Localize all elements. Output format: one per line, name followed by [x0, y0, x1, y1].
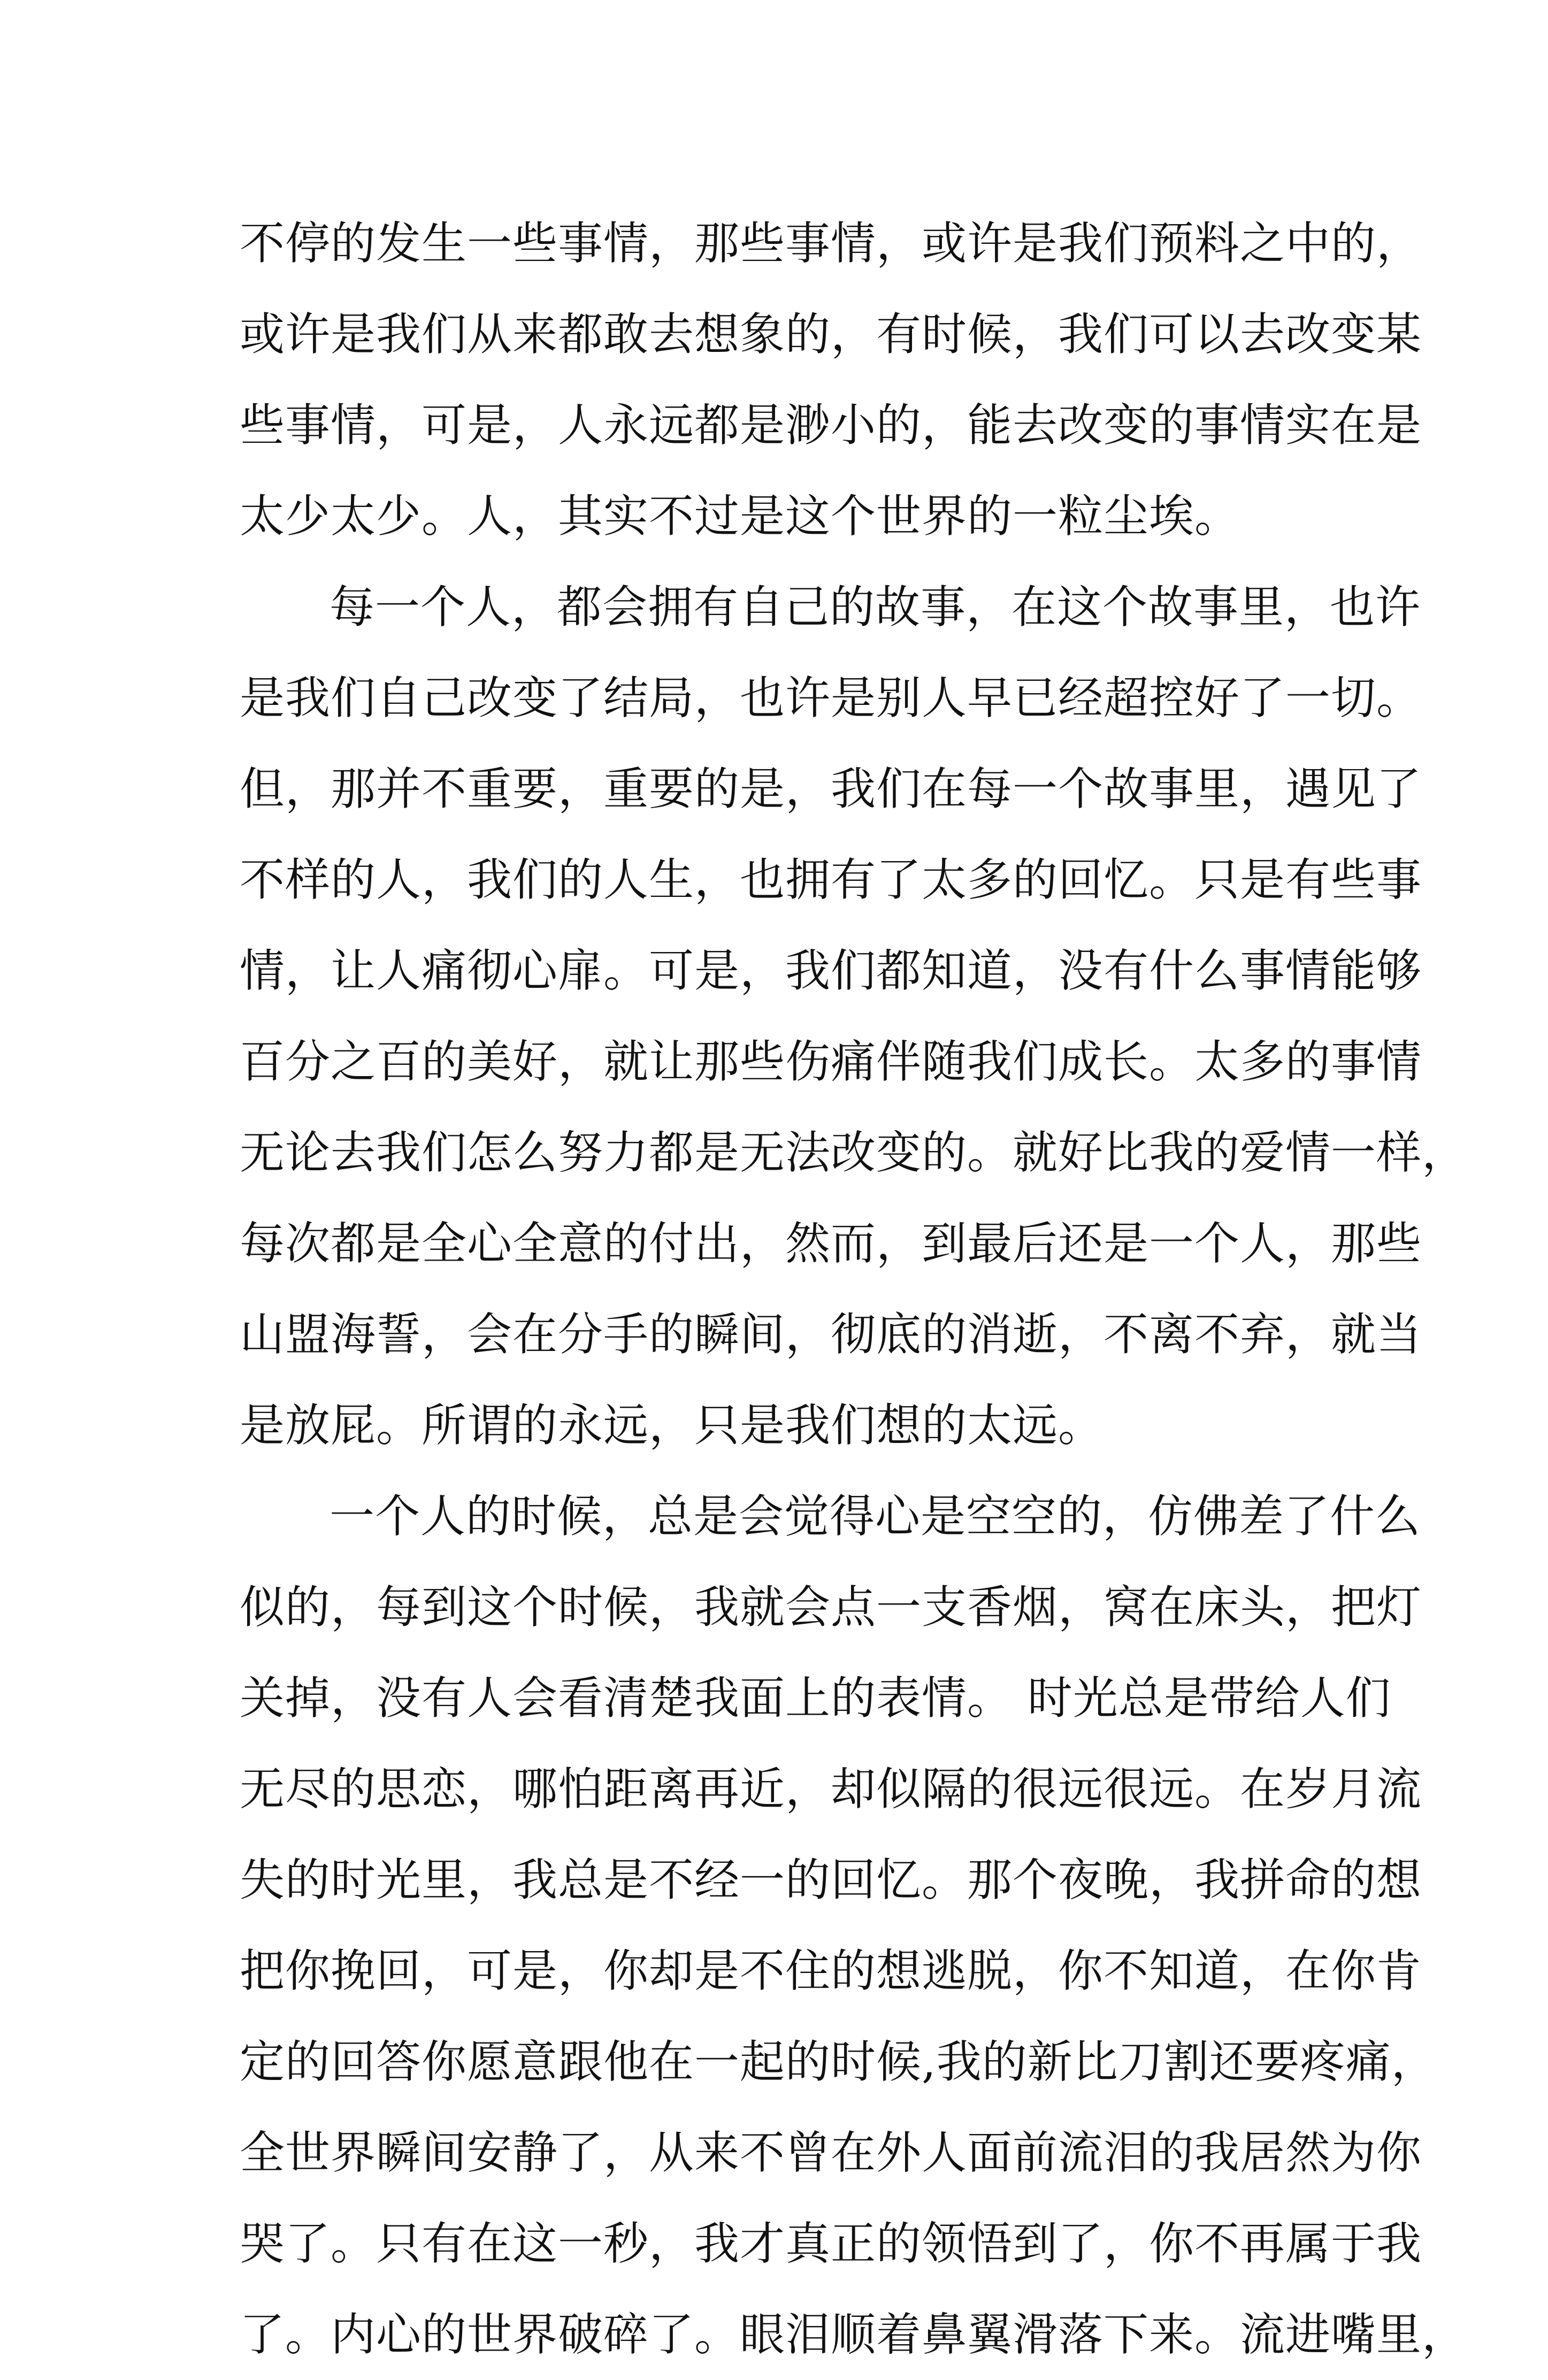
text-line: 每次都是全心全意的付出，然而，到最后还是一个人，那些: [240, 1217, 1422, 1270]
text-line: 哭了。只有在这一秒，我才真正的领悟到了，你不再属于我: [240, 2217, 1422, 2270]
text-line: 无论去我们怎么努力都是无法改变的。就好比我的爱情一样，: [240, 1126, 1468, 1179]
text-line: 是我们自己改变了结局，也许是别人早已经超控好了一切。: [240, 672, 1422, 724]
text-line: 失的时光里，我总是不经一的回忆。那个夜晚，我拼命的想: [240, 1854, 1422, 1906]
paragraph-start-line: 每一个人，都会拥有自己的故事，在这个故事里，也许: [329, 581, 1421, 633]
text-line: 似的，每到这个时候，我就会点一支香烟，窝在床头，把灯: [240, 1581, 1422, 1633]
text-line: 情，让人痛彻心扉。可是，我们都知道，没有什么事情能够: [240, 945, 1422, 997]
body-text: [240, 198, 1468, 2380]
text-line: 不样的人，我们的人生，也拥有了太多的回忆。只是有些事: [240, 854, 1422, 906]
text-line: 或许是我们从来都敢去想象的，有时候，我们可以去改变某: [240, 308, 1422, 360]
text-line: 关掉，没有人会看清楚我面上的表情。 时光总是带给人们: [240, 1672, 1391, 1724]
text-line: 山盟海誓，会在分手的瞬间，彻底的消逝，不离不弃，就当: [240, 1308, 1422, 1361]
text-line: 全世界瞬间安静了，从来不曾在外人面前流泪的我居然为你: [240, 2126, 1422, 2179]
text-line: 是放屁。所谓的永远，只是我们想的太远。: [240, 1399, 1104, 1452]
text-line: 太少太少。人，其实不过是这个世界的一粒尘埃。: [240, 490, 1240, 542]
text-line: 但，那并不重要，重要的是，我们在每一个故事里，遇见了: [240, 763, 1422, 815]
text-line: 不停的发生一些事情，那些事情，或许是我们预料之中的，: [240, 217, 1422, 270]
text-line: 些事情，可是，人永远都是渺小的，能去改变的事情实在是: [240, 399, 1422, 451]
text-line: 了。内心的世界破碎了。眼泪顺着鼻翼滑落下来。流进嘴里，: [240, 2308, 1468, 2361]
text-line: 把你挽回，可是，你却是不住的想逃脱，你不知道，在你肯: [240, 1945, 1422, 1997]
text-line: 无尽的思恋，哪怕距离再近，却似隔的很远很远。在岁月流: [240, 1763, 1422, 1815]
text-line: 定的回答你愿意跟他在一起的时候,我的新比刀割还要疼痛，: [240, 2036, 1437, 2088]
text-line: 百分之百的美好，就让那些伤痛伴随我们成长。太多的事情: [240, 1035, 1422, 1088]
paragraph-start-line: 一个人的时候，总是会觉得心是空空的，仿佛差了什么: [329, 1490, 1421, 1542]
